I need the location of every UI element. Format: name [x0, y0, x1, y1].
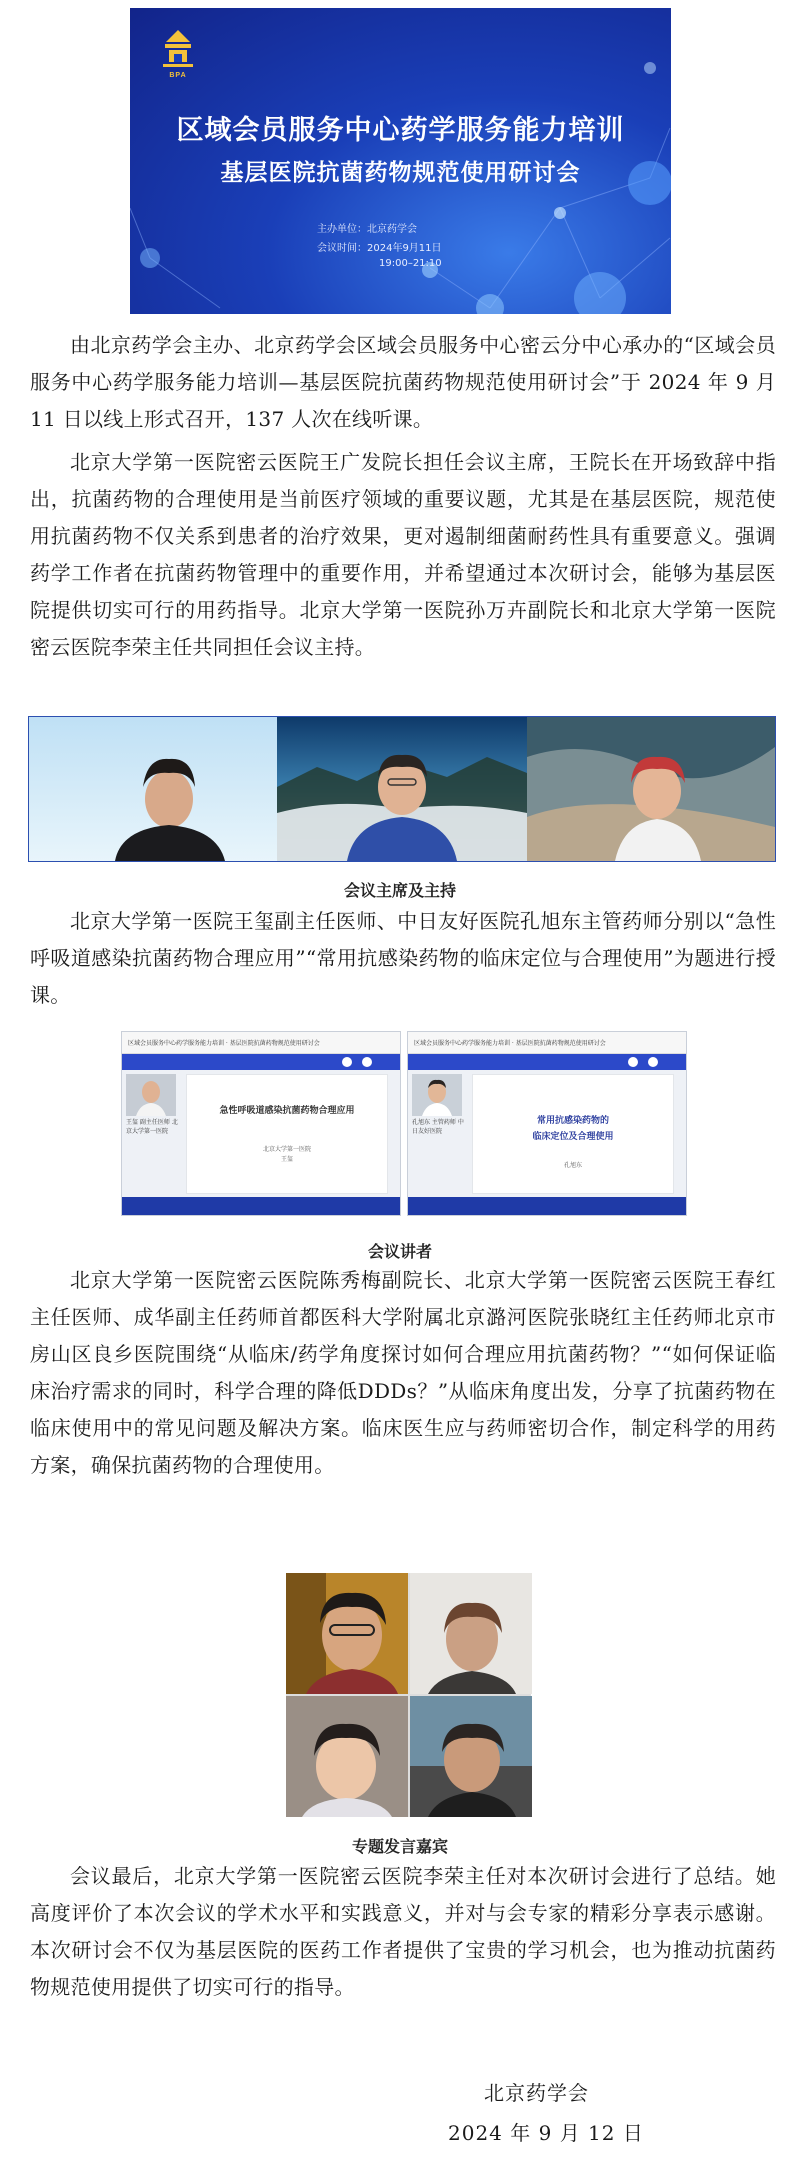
paragraph-chair: 北京大学第一医院密云医院王广发院长担任会议主席，王院长在开场致辞中指出，抗菌药物的合理使用是当前医疗领域的重要议题，尤其是在基层医院，规范使用抗菌药物不仅关系到患者的治疗效果，更对遏制细菌耐药性具有重要意义。强调药学工作者在抗菌药物管理中的重要作用，并希望通过本次研讨会，能够为基层医院提供切实可行的用药指导。北京大学第一医院孙万卉副院长和北京大学第一医院密云医院李荣主任共同担任会议主持。	[30, 450, 776, 659]
chair-photo-3	[527, 717, 775, 861]
share-icon	[362, 1057, 372, 1067]
guest-photo-3	[286, 1696, 408, 1817]
banner-subtitle: 基层医院抗菌药物规范使用研讨会	[220, 160, 581, 186]
slide-header: 区域会员服务中心药学服务能力培训 · 基层医院抗菌药物规范使用研讨会	[122, 1032, 400, 1054]
slide-title-line2: 临床定位及合理使用	[532, 1132, 614, 1142]
presenter-video	[412, 1074, 462, 1116]
caption-guests: 专题发言嘉宾	[351, 1837, 448, 1856]
slide-header: 区域会员服务中心药学服务能力培训 · 基层医院抗菌药物规范使用研讨会	[408, 1032, 686, 1054]
slide-banner	[408, 1054, 686, 1070]
chair-photo-1	[29, 717, 277, 861]
chair-photo-2	[277, 717, 527, 861]
bpa-logo-icon	[161, 28, 195, 70]
guest-photo-4	[410, 1696, 532, 1817]
presenter-video	[126, 1074, 176, 1116]
slide-title-line1: 常用抗感染药物的	[536, 1116, 609, 1126]
signature-organization: 北京药学会	[484, 2081, 589, 2105]
paragraph-intro: 由北京药学会主办、北京药学会区域会员服务中心密云分中心承办的“区域会员服务中心药学服务能力培训—基层医院抗菌药物规范使用研讨会”于 2024 年 9 月 11 日以线上形式召开，137 人次在线听课。	[30, 333, 776, 431]
slide-footer	[408, 1197, 686, 1215]
speaker-slide-1	[121, 1031, 401, 1216]
header-banner	[130, 8, 671, 314]
logo-text: BPA	[169, 72, 187, 79]
record-icon	[342, 1057, 352, 1067]
record-icon	[628, 1057, 638, 1067]
slide-content	[472, 1074, 674, 1194]
slide-title: 急性呼吸道感染抗菌药物合理应用	[219, 1106, 355, 1116]
paragraph-discussion: 北京大学第一医院密云医院陈秀梅副院长、北京大学第一医院密云医院王春红主任医师、成华副主任药师首都医科大学附属北京潞河医院张晓红主任药师北京市房山区良乡医院围绕“从临床/药学角度探讨如何合理应用抗菌药物？”“如何保证临床治疗需求的同时，科学合理的降低DDDs？”从临床角度出发，分享了抗菌药物在临床使用中的常见问题及解决方案。临床医生应与药师密切合作，制定科学的用药方案，确保抗菌药物的合理使用。	[30, 1268, 776, 1477]
guest-photo-2	[410, 1573, 532, 1694]
chairs-photo-strip	[28, 716, 776, 862]
speaker-slide-2	[407, 1031, 687, 1216]
banner-time: 19:00–21:10	[379, 258, 442, 269]
caption-speakers: 会议讲者	[367, 1242, 432, 1261]
slide-footer	[122, 1197, 400, 1215]
banner-organizer: 主办单位：北京药学会	[317, 224, 417, 235]
presenter-name: 王玺 副主任医师 北京大学第一医院	[126, 1119, 178, 1135]
speaker-screenshots	[121, 1031, 687, 1214]
signature-date: 2024 年 9 月 12 日	[448, 2121, 644, 2145]
slide-speaker: 王玺	[280, 1156, 293, 1163]
presenter-name: 孔旭东 主管药师 中日友好医院	[412, 1119, 464, 1135]
share-icon	[648, 1057, 658, 1067]
slide-content	[186, 1074, 388, 1194]
banner-title: 区域会员服务中心药学服务能力培训	[176, 115, 625, 146]
paragraph-closing: 会议最后，北京大学第一医院密云医院李荣主任对本次研讨会进行了总结。她高度评价了本次会议的学术水平和实践意义，并对与会专家的精彩分享表示感谢。本次研讨会不仅为基层医院的医药工作者提供了宝贵的学习机会，也为推动抗菌药物规范使用提供了切实可行的指导。	[30, 1864, 776, 1999]
banner-date: 会议时间：2024年9月11日	[317, 243, 442, 254]
guest-photo-1	[286, 1573, 408, 1694]
slide-subtitle: 北京大学第一医院	[262, 1146, 311, 1153]
caption-chairs: 会议主席及主持	[343, 881, 456, 900]
guests-photo-grid	[286, 1573, 531, 1817]
slide-speaker: 孔旭东	[563, 1162, 582, 1169]
paragraph-lectures: 北京大学第一医院王玺副主任医师、中日友好医院孔旭东主管药师分别以“急性呼吸道感染抗菌药物合理应用”“常用抗感染药物的临床定位与合理使用”为题进行授课。	[30, 909, 776, 1007]
slide-banner	[122, 1054, 400, 1070]
